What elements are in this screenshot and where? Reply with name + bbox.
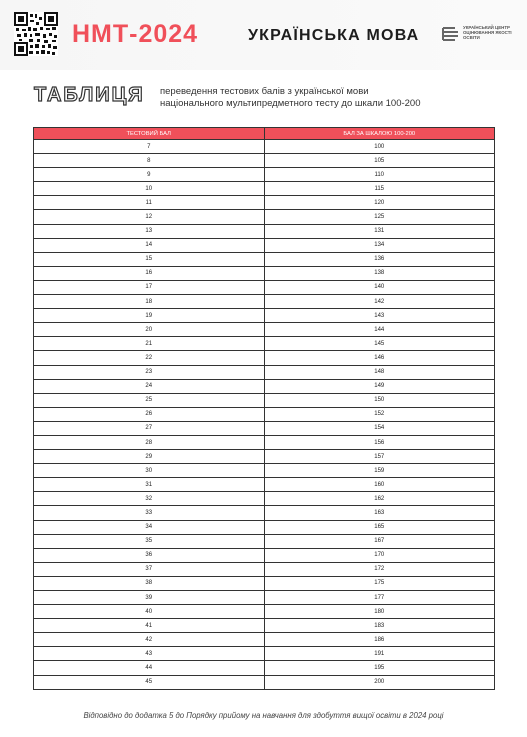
test-score-cell: 43 <box>34 647 265 661</box>
table-heading: ТАБЛИЦЯ <box>34 84 145 106</box>
column-header-scaled-score: БАЛ ЗА ШКАЛОЮ 100-200 <box>264 128 495 140</box>
test-score-cell: 40 <box>34 605 265 619</box>
table-row <box>34 393 495 407</box>
table-row <box>34 407 495 421</box>
test-score-cell: 10 <box>34 182 265 196</box>
test-score-cell: 45 <box>34 675 265 689</box>
test-score-cell: 24 <box>34 379 265 393</box>
table-row <box>34 323 495 337</box>
test-score-cell: 25 <box>34 393 265 407</box>
test-score-cell: 11 <box>34 196 265 210</box>
table-row <box>34 337 495 351</box>
table-row <box>34 478 495 492</box>
subject-title: УКРАЇНСЬКА МОВА <box>248 27 420 44</box>
table-row <box>34 647 495 661</box>
table-row <box>34 168 495 182</box>
table-row <box>34 365 495 379</box>
table-row <box>34 421 495 435</box>
test-score-cell: 30 <box>34 464 265 478</box>
score-conversion-table <box>33 127 495 690</box>
table-row <box>34 182 495 196</box>
test-score-cell: 41 <box>34 619 265 633</box>
table-row <box>34 252 495 266</box>
test-score-cell: 19 <box>34 309 265 323</box>
scaled-score-cell: 195 <box>264 661 495 675</box>
scaled-score-cell: 200 <box>264 675 495 689</box>
scaled-score-cell: 159 <box>264 464 495 478</box>
page-header <box>0 0 527 70</box>
table-row <box>34 506 495 520</box>
logo-text: УКРАЇНСЬКИЙ ЦЕНТР ОЦІНЮВАННЯ ЯКОСТІ ОСВІТИ <box>463 25 512 41</box>
test-score-cell: 31 <box>34 478 265 492</box>
qr-code-icon <box>14 12 58 56</box>
table-row <box>34 351 495 365</box>
test-score-cell: 7 <box>34 140 265 154</box>
test-score-cell: 13 <box>34 224 265 238</box>
test-score-cell: 15 <box>34 252 265 266</box>
test-score-cell: 16 <box>34 266 265 280</box>
scaled-score-cell: 136 <box>264 252 495 266</box>
scaled-score-cell: 170 <box>264 548 495 562</box>
scaled-score-cell: 131 <box>264 224 495 238</box>
test-score-cell: 36 <box>34 548 265 562</box>
scaled-score-cell: 186 <box>264 633 495 647</box>
test-score-cell: 39 <box>34 591 265 605</box>
test-score-cell: 33 <box>34 506 265 520</box>
scaled-score-cell: 172 <box>264 562 495 576</box>
scaled-score-cell: 165 <box>264 520 495 534</box>
table-row <box>34 224 495 238</box>
scaled-score-cell: 154 <box>264 421 495 435</box>
scaled-score-cell: 162 <box>264 492 495 506</box>
scaled-score-cell: 157 <box>264 450 495 464</box>
test-score-cell: 27 <box>34 421 265 435</box>
test-score-cell: 28 <box>34 435 265 449</box>
scaled-score-cell: 100 <box>264 140 495 154</box>
footer-note: Відповідно до додатка 5 до Порядку прийому на навчання для здобуття вищої освіти в 2024 році <box>83 711 444 720</box>
test-score-cell: 32 <box>34 492 265 506</box>
scaled-score-cell: 143 <box>264 309 495 323</box>
test-score-cell: 44 <box>34 661 265 675</box>
table-row <box>34 562 495 576</box>
scaled-score-cell: 115 <box>264 182 495 196</box>
scaled-score-cell: 125 <box>264 210 495 224</box>
caption-line-2: національного мультипредметного тесту до шкали 100-200 <box>160 98 421 109</box>
table-row <box>34 309 495 323</box>
table-row <box>34 266 495 280</box>
table-row <box>34 591 495 605</box>
scaled-score-cell: 156 <box>264 435 495 449</box>
table-row <box>34 633 495 647</box>
table-row <box>34 379 495 393</box>
scaled-score-cell: 149 <box>264 379 495 393</box>
test-score-cell: 23 <box>34 365 265 379</box>
test-score-cell: 21 <box>34 337 265 351</box>
scaled-score-cell: 134 <box>264 238 495 252</box>
test-score-cell: 42 <box>34 633 265 647</box>
scaled-score-cell: 150 <box>264 393 495 407</box>
test-score-cell: 9 <box>34 168 265 182</box>
table-row <box>34 435 495 449</box>
scaled-score-cell: 146 <box>264 351 495 365</box>
table-header-row <box>34 128 495 140</box>
table-row <box>34 492 495 506</box>
brand-title: НМТ-2024 <box>72 20 199 48</box>
ucoyo-logo-icon <box>441 24 461 44</box>
caption-line-1: переведення тестових балів з української мови <box>160 86 369 97</box>
test-score-cell: 12 <box>34 210 265 224</box>
table-row <box>34 450 495 464</box>
table-row <box>34 196 495 210</box>
table-row <box>34 619 495 633</box>
table-row <box>34 238 495 252</box>
ucoyo-logo <box>441 24 517 46</box>
column-header-test-score: ТЕСТОВИЙ БАЛ <box>34 128 265 140</box>
scaled-score-cell: 140 <box>264 280 495 294</box>
scaled-score-cell: 110 <box>264 168 495 182</box>
table-row <box>34 534 495 548</box>
scaled-score-cell: 177 <box>264 591 495 605</box>
table-row <box>34 520 495 534</box>
test-score-cell: 20 <box>34 323 265 337</box>
test-score-cell: 26 <box>34 407 265 421</box>
scaled-score-cell: 152 <box>264 407 495 421</box>
scaled-score-cell: 120 <box>264 196 495 210</box>
scaled-score-cell: 145 <box>264 337 495 351</box>
test-score-cell: 17 <box>34 280 265 294</box>
scaled-score-cell: 167 <box>264 534 495 548</box>
table-row <box>34 605 495 619</box>
table-row <box>34 280 495 294</box>
test-score-cell: 29 <box>34 450 265 464</box>
test-score-cell: 18 <box>34 295 265 309</box>
scaled-score-cell: 142 <box>264 295 495 309</box>
test-score-cell: 35 <box>34 534 265 548</box>
scaled-score-cell: 144 <box>264 323 495 337</box>
table-row <box>34 154 495 168</box>
test-score-cell: 8 <box>34 154 265 168</box>
scaled-score-cell: 175 <box>264 576 495 590</box>
scaled-score-cell: 163 <box>264 506 495 520</box>
table-row <box>34 210 495 224</box>
scaled-score-cell: 138 <box>264 266 495 280</box>
scaled-score-cell: 183 <box>264 619 495 633</box>
scaled-score-cell: 191 <box>264 647 495 661</box>
table-row <box>34 675 495 689</box>
test-score-cell: 14 <box>34 238 265 252</box>
table-row <box>34 464 495 478</box>
scaled-score-cell: 180 <box>264 605 495 619</box>
scaled-score-cell: 105 <box>264 154 495 168</box>
test-score-cell: 34 <box>34 520 265 534</box>
table-body <box>34 140 495 690</box>
table-row <box>34 576 495 590</box>
test-score-cell: 38 <box>34 576 265 590</box>
scaled-score-cell: 160 <box>264 478 495 492</box>
scaled-score-cell: 148 <box>264 365 495 379</box>
table-row <box>34 140 495 154</box>
table-row <box>34 661 495 675</box>
table-caption <box>160 86 500 110</box>
test-score-cell: 22 <box>34 351 265 365</box>
test-score-cell: 37 <box>34 562 265 576</box>
table-row <box>34 548 495 562</box>
table-row <box>34 295 495 309</box>
